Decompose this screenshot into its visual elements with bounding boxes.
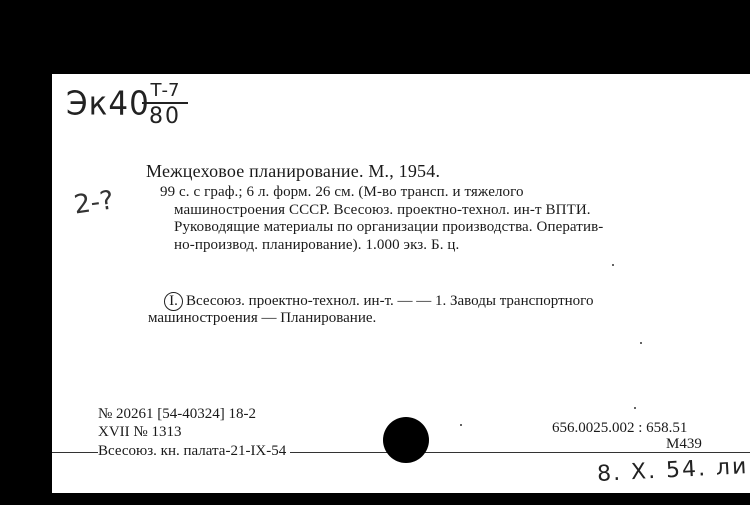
publisher-line: Всесоюз. кн. палата-21-IX-54: [98, 443, 290, 460]
handwritten-date: 8. X. 54. ли: [596, 454, 749, 487]
description-line-3: Руководящие материалы по организации производства. Оператив-: [174, 219, 604, 235]
catalog-card: [52, 74, 750, 493]
description-line-1: 99 с. с граф.; 6 л. форм. 26 см. (М-во трансп. и тяжелого: [160, 184, 524, 200]
tracing-line-2: машиностроения — Планирование.: [148, 310, 377, 326]
registry-number: № 20261 [54-40324] 18-2: [98, 406, 257, 422]
shelf-mark-numerator: Т-7: [142, 82, 188, 104]
description-line-4: но-производ. планирование). 1.000 экз. Б. ц.: [174, 237, 460, 253]
punch-hole: [383, 417, 429, 463]
shelf-mark-denominator: 80: [149, 104, 181, 129]
registry-volume: XVII № 1313: [98, 424, 182, 440]
udc-classification: 656.0025.002 : 658.51: [552, 420, 688, 436]
shelf-mark: [66, 85, 150, 123]
tracing-text-1: Всесоюз. проектно-технол. ин-т. — — 1. Заводы транспортного: [186, 293, 594, 309]
side-handwritten-note: 2-?: [72, 185, 116, 221]
tracing-number: I.: [164, 292, 183, 311]
speck: [460, 424, 462, 426]
speck: [612, 264, 614, 266]
speck: [640, 342, 642, 344]
shelf-mark-fraction: [142, 82, 188, 130]
speck: [634, 407, 636, 409]
description-line-2: машиностроения СССР. Всесоюз. проектно-технол. ин-т ВПТИ.: [174, 202, 591, 218]
tracing-line-1: [164, 292, 593, 311]
title-line: Межцеховое планирование. M., 1954.: [146, 161, 441, 181]
shelf-mark-main: Эк40: [66, 85, 150, 123]
author-code: M439: [666, 436, 702, 452]
